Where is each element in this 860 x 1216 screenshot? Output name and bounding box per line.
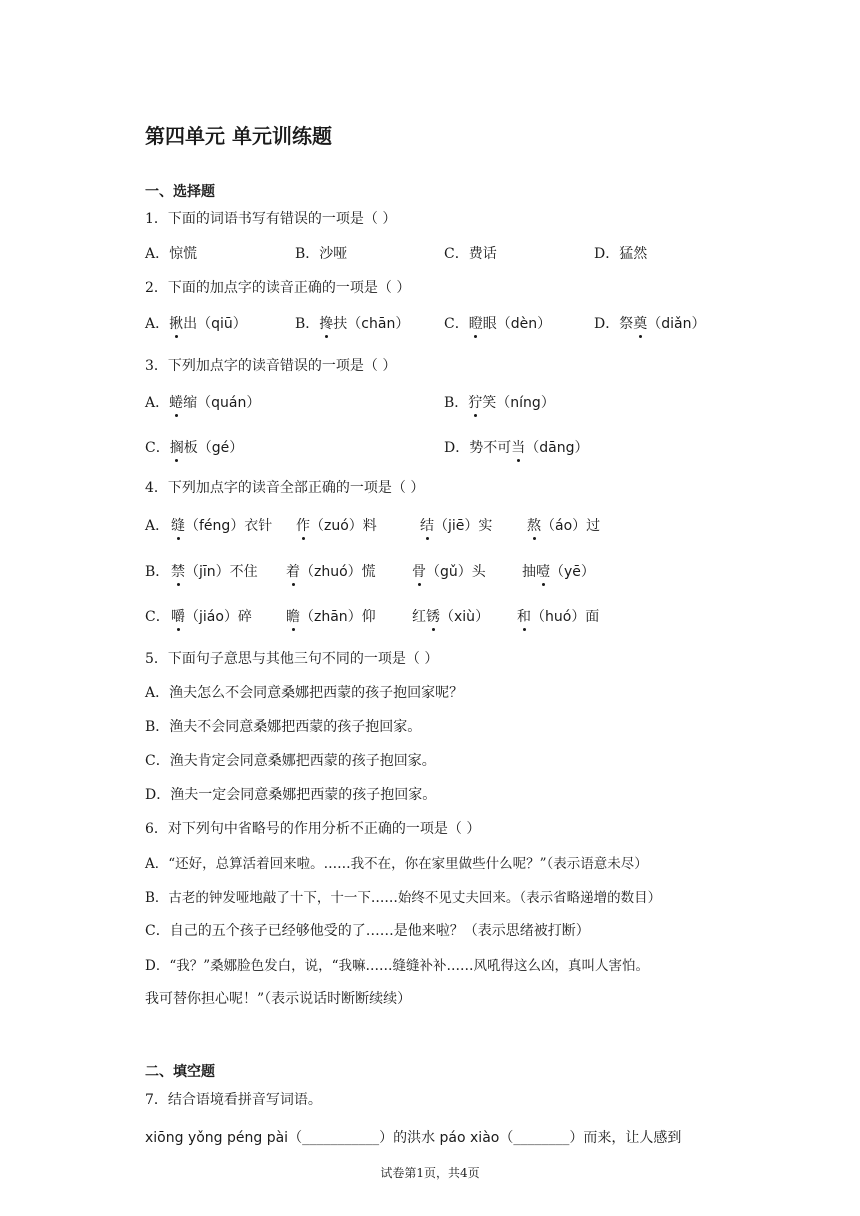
pinyin: chān bbox=[361, 316, 396, 332]
option-letter: A． bbox=[145, 395, 170, 411]
pinyin: zuó bbox=[324, 518, 349, 534]
question-2-stem: 2．下面的加点字的读音正确的一项是（ ） bbox=[145, 280, 411, 296]
dotted-char: 蜷 bbox=[169, 392, 183, 412]
question-5-stem: 5．下面句子意思与其他三句不同的一项是（ ） bbox=[145, 651, 439, 667]
pinyin: quán bbox=[211, 395, 247, 411]
q6-option-d: D．“我？”桑娜脸色发白，说，“我嘛……缝缝补补……风吼得这么凶，真叫人害怕。 bbox=[145, 958, 650, 974]
q4-option-c-letter: C． bbox=[145, 609, 170, 625]
pinyin: jiáo bbox=[199, 609, 224, 625]
dotted-char: 搁 bbox=[170, 437, 184, 457]
pinyin: páo xiào bbox=[439, 1130, 500, 1146]
q2-option-b: B．搀扶（chān） bbox=[295, 313, 409, 333]
pinyin: xiōng yǒng péng pài bbox=[145, 1130, 289, 1146]
q3-option-a: A．蜷缩（quán） bbox=[145, 392, 260, 412]
dotted-char: 作 bbox=[296, 515, 310, 535]
pinyin: qiū bbox=[211, 316, 233, 332]
q5-option-c: C．渔夫肯定会同意桑娜把西蒙的孩子抱回家。 bbox=[145, 753, 436, 769]
dotted-char: 和 bbox=[517, 606, 531, 626]
q5-option-b: B．渔夫不会同意桑娜把西蒙的孩子抱回家。 bbox=[145, 719, 422, 735]
section-heading-choice: 一、选择题 bbox=[145, 184, 215, 200]
q1-option-a: A．惊慌 bbox=[145, 246, 198, 262]
q4-option-c-item: 和（huó）面 bbox=[517, 606, 599, 626]
q4-option-a-item: 熬（áo）过 bbox=[527, 515, 600, 535]
pinyin: zhuó bbox=[314, 564, 348, 580]
question-3-stem: 3．下列加点字的读音错误的一项是（ ） bbox=[145, 358, 397, 374]
pinyin: huó bbox=[545, 609, 572, 625]
q2-option-a: A．揪出（qiū） bbox=[145, 313, 247, 333]
q1-option-b: B．沙哑 bbox=[295, 246, 348, 262]
dotted-char: 狞 bbox=[468, 392, 482, 412]
dotted-char: 结 bbox=[420, 515, 434, 535]
question-6-stem: 6．对下列句中省略号的作用分析不正确的一项是（ ） bbox=[145, 821, 481, 837]
option-letter: C． bbox=[145, 440, 170, 456]
q5-option-d: D．渔夫一定会同意桑娜把西蒙的孩子抱回家。 bbox=[145, 787, 437, 803]
dotted-char: 当 bbox=[511, 437, 525, 457]
option-letter: A． bbox=[145, 316, 170, 332]
section-heading-fill: 二、填空题 bbox=[145, 1064, 215, 1080]
q6-option-d-continued: 我可替你担心呢！”（表示说话时断断续续） bbox=[145, 991, 412, 1007]
pinyin: zhān bbox=[314, 609, 348, 625]
answer-blank[interactable]: （________） bbox=[499, 1130, 584, 1146]
page-footer: 试卷第1页，共4页 bbox=[380, 1166, 480, 1180]
dotted-char: 奠 bbox=[633, 313, 647, 333]
question-7-stem: 7．结合语境看拼音写词语。 bbox=[145, 1092, 322, 1108]
q6-option-b: B．古老的钟发哑地敲了十下，十一下……始终不见丈夫回来。（表示省略递增的数目） bbox=[145, 890, 662, 906]
option-letter: D． bbox=[594, 316, 620, 332]
q4-option-c-item: 红锈（xiù） bbox=[412, 606, 489, 626]
dotted-char: 噎 bbox=[536, 561, 550, 581]
option-letter: B． bbox=[444, 395, 469, 411]
dotted-char: 锈 bbox=[426, 606, 440, 626]
q7-fill-line: xiōng yǒng péng pài（___________）的洪水 páo xiào（________）而来，让人感到 bbox=[145, 1130, 682, 1146]
q2-option-d: D．祭奠（diǎn） bbox=[594, 313, 705, 333]
pinyin: jīn bbox=[199, 564, 216, 580]
dotted-char: 嚼 bbox=[171, 606, 185, 626]
pinyin: yē bbox=[564, 564, 581, 580]
q4-option-a-item: 缝（féng）衣针 bbox=[171, 515, 272, 535]
dotted-char: 骨 bbox=[412, 561, 426, 581]
pinyin: níng bbox=[510, 395, 541, 411]
pinyin: jiē bbox=[448, 518, 465, 534]
question-1-stem: 1．下面的词语书写有错误的一项是（ ） bbox=[145, 211, 397, 227]
q4-option-b-item: 骨（gǔ）头 bbox=[412, 561, 486, 581]
pinyin: dāng bbox=[539, 440, 575, 456]
pinyin: féng bbox=[199, 518, 231, 534]
q6-option-c: C．自己的五个孩子已经够他受的了……是他来啦？（表示思绪被打断） bbox=[145, 923, 590, 939]
q4-option-c-item: 嚼（jiáo）碎 bbox=[171, 606, 252, 626]
q3-option-d: D．势不可当（dāng） bbox=[444, 437, 588, 457]
dotted-char: 禁 bbox=[171, 561, 185, 581]
dotted-char: 揪 bbox=[169, 313, 183, 333]
q4-option-a-item: 结（jiē）实 bbox=[420, 515, 492, 535]
pinyin: diǎn bbox=[661, 316, 692, 332]
q6-option-a: A．“还好，总算活着回来啦。……我不在，你在家里做些什么呢？”（表示语意未尽） bbox=[145, 856, 648, 872]
dotted-char: 瞪 bbox=[469, 313, 483, 333]
q2-option-c: C．瞪眼（dèn） bbox=[444, 313, 551, 333]
dotted-char: 瞻 bbox=[286, 606, 300, 626]
q4-option-b-item: 禁（jīn）不住 bbox=[171, 561, 258, 581]
q4-option-b-item: 着（zhuó）慌 bbox=[286, 561, 376, 581]
q3-option-c: C．搁板（gé） bbox=[145, 437, 243, 457]
dotted-char: 着 bbox=[286, 561, 300, 581]
pinyin: dèn bbox=[510, 316, 538, 332]
answer-blank[interactable]: （___________） bbox=[288, 1130, 394, 1146]
pinyin: áo bbox=[555, 518, 573, 534]
option-letter: C． bbox=[444, 316, 469, 332]
pinyin: gé bbox=[211, 440, 230, 456]
q1-option-d: D．猛然 bbox=[594, 246, 648, 262]
q4-option-a-letter: A． bbox=[145, 518, 170, 534]
q4-option-c-item: 瞻（zhān）仰 bbox=[286, 606, 376, 626]
pinyin: gǔ bbox=[440, 564, 458, 580]
dotted-char: 搀 bbox=[319, 313, 333, 333]
page-title: 第四单元 单元训练题 bbox=[145, 124, 332, 148]
option-letter: B． bbox=[295, 316, 320, 332]
q4-option-b-item: 抽噎（yē） bbox=[522, 561, 595, 581]
pinyin: xiù bbox=[454, 609, 476, 625]
q4-option-a-item: 作（zuó）料 bbox=[296, 515, 377, 535]
dotted-char: 缝 bbox=[171, 515, 185, 535]
q3-option-b: B．狞笑（níng） bbox=[444, 392, 555, 412]
option-letter: D． bbox=[444, 440, 470, 456]
q5-option-a: A．渔夫怎么不会同意桑娜把西蒙的孩子抱回家呢？ bbox=[145, 685, 464, 701]
q4-option-b-letter: B． bbox=[145, 564, 170, 580]
dotted-char: 熬 bbox=[527, 515, 541, 535]
q1-option-c: C．费话 bbox=[444, 246, 497, 262]
question-4-stem: 4．下列加点字的读音全部正确的一项是（ ） bbox=[145, 480, 425, 496]
